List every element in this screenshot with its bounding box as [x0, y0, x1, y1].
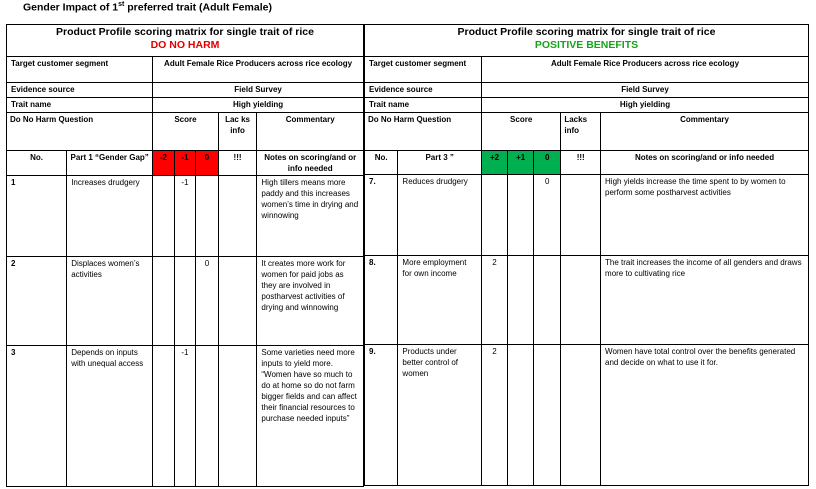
question-header: Do No Harm Question — [7, 113, 153, 151]
score-col-plus2: +2 — [481, 151, 507, 175]
row-question: More employment for own income — [398, 256, 482, 345]
row-number: 2 — [7, 257, 67, 346]
score-col-0: 0 — [534, 151, 561, 175]
subheader-row — [7, 151, 364, 176]
target-segment-row — [365, 57, 809, 83]
evidence-label: Evidence source — [365, 83, 482, 98]
part-header: Part 1 “Gender Gap” — [67, 151, 153, 176]
row-lacks-info — [218, 346, 257, 487]
table-row — [365, 345, 809, 486]
row-score-minus2 — [153, 346, 174, 487]
row-lacks-info — [561, 256, 601, 345]
evidence-row — [7, 83, 364, 98]
row-score-plus2 — [481, 175, 507, 256]
row-number: 1 — [7, 176, 67, 257]
lacks-info-marker: !!! — [561, 151, 601, 175]
row-score-0 — [534, 345, 561, 486]
lacks-info-header: Lac ks info — [218, 113, 257, 151]
evidence-value: Field Survey — [481, 83, 808, 98]
evidence-row — [365, 83, 809, 98]
target-segment-label: Target customer segment — [365, 57, 482, 83]
row-score-0 — [196, 176, 219, 257]
target-segment-row — [7, 57, 364, 83]
row-number: 3 — [7, 346, 67, 487]
score-col-plus1: +1 — [508, 151, 534, 175]
row-score-minus1: -1 — [174, 346, 195, 487]
row-score-plus2: 2 — [481, 256, 507, 345]
matrix-title-row — [365, 25, 809, 57]
row-score-minus1 — [174, 257, 195, 346]
trait-row — [365, 98, 809, 113]
table-row — [7, 176, 364, 257]
positive-benefits-matrix — [364, 24, 809, 486]
matrix-title-row — [7, 25, 364, 57]
evidence-value: Field Survey — [153, 83, 364, 98]
row-question: Products under better control of women — [398, 345, 482, 486]
row-commentary: It creates more work for women for paid jobs as they are involved in postharvest activities of drying and winnowing — [257, 257, 364, 346]
evidence-label: Evidence source — [7, 83, 153, 98]
row-question: Increases drudgery — [67, 176, 153, 257]
notes-header: Notes on scoring/and or info needed — [601, 151, 809, 175]
no-header: No. — [7, 151, 67, 176]
table-row — [365, 175, 809, 256]
row-commentary: High tillers means more paddy and this increases women’s time in drying and winnowing — [257, 176, 364, 257]
matrix-title: Product Profile scoring matrix for single trait of rice — [457, 26, 716, 38]
target-segment-value: Adult Female Rice Producers across rice ecology — [153, 57, 364, 83]
no-header: No. — [365, 151, 398, 175]
row-lacks-info — [561, 175, 601, 256]
matrix-title-cell — [7, 25, 364, 57]
notes-header: Notes on scoring/and or info needed — [257, 151, 364, 176]
commentary-header: Commentary — [257, 113, 364, 151]
row-score-minus2 — [153, 176, 174, 257]
question-header: Do No Harm Question — [365, 113, 482, 151]
matrix-subtitle-positive-benefits: POSITIVE BENEFITS — [534, 39, 639, 51]
matrix-title-cell — [365, 25, 809, 57]
trait-label: Trait name — [365, 98, 482, 113]
row-number: 9. — [365, 345, 398, 486]
row-commentary: High yields increase the time spent to by women to perform some postharvest activities — [601, 175, 809, 256]
row-lacks-info — [218, 176, 257, 257]
row-score-plus1 — [508, 256, 534, 345]
row-score-0 — [196, 346, 219, 487]
row-score-0: 0 — [534, 175, 561, 256]
score-header: Score — [481, 113, 560, 151]
row-number: 7. — [365, 175, 398, 256]
row-number: 8. — [365, 256, 398, 345]
score-header: Score — [153, 113, 219, 151]
matrix-subtitle-do-no-harm: DO NO HARM — [150, 39, 220, 51]
score-col-minus2: -2 — [153, 151, 174, 176]
target-segment-label: Target customer segment — [7, 57, 153, 83]
row-score-0: 0 — [196, 257, 219, 346]
table-row — [7, 346, 364, 487]
score-col-0: 0 — [196, 151, 219, 176]
trait-value: High yielding — [481, 98, 808, 113]
page-title: Gender Impact of 1st preferred trait (Adult Female) — [23, 1, 272, 14]
column-header-row — [7, 113, 364, 151]
row-lacks-info — [218, 257, 257, 346]
trait-label: Trait name — [7, 98, 153, 113]
row-commentary: Some varieties need more inputs to yield more. “Women have so much to do at home so do not farm bigger fields and can affect their financial resources to purchase needed inputs” — [257, 346, 364, 487]
row-commentary: Women have total control over the benefits generated and decide on what to use it for. — [601, 345, 809, 486]
row-score-plus2: 2 — [481, 345, 507, 486]
table-row — [7, 257, 364, 346]
commentary-header: Commentary — [601, 113, 809, 151]
row-score-0 — [534, 256, 561, 345]
trait-value: High yielding — [153, 98, 364, 113]
part-header: Part 3 ” — [398, 151, 482, 175]
table-row — [365, 256, 809, 345]
row-score-plus1 — [508, 175, 534, 256]
lacks-info-marker: !!! — [218, 151, 257, 176]
column-header-row — [365, 113, 809, 151]
row-commentary: The trait increases the income of all genders and draws more to cultivating rice — [601, 256, 809, 345]
matrix-title: Product Profile scoring matrix for single trait of rice — [56, 26, 314, 38]
target-segment-value: Adult Female Rice Producers across rice ecology — [481, 57, 808, 83]
row-question: Reduces drudgery — [398, 175, 482, 256]
do-no-harm-matrix — [6, 24, 364, 487]
row-question: Depends on inputs with unequal access — [67, 346, 153, 487]
trait-row — [7, 98, 364, 113]
score-col-minus1: -1 — [174, 151, 195, 176]
row-question: Displaces women’s activities — [67, 257, 153, 346]
subheader-row — [365, 151, 809, 175]
lacks-info-header: Lacks info — [561, 113, 601, 151]
row-lacks-info — [561, 345, 601, 486]
row-score-plus1 — [508, 345, 534, 486]
row-score-minus2 — [153, 257, 174, 346]
row-score-minus1: -1 — [174, 176, 195, 257]
